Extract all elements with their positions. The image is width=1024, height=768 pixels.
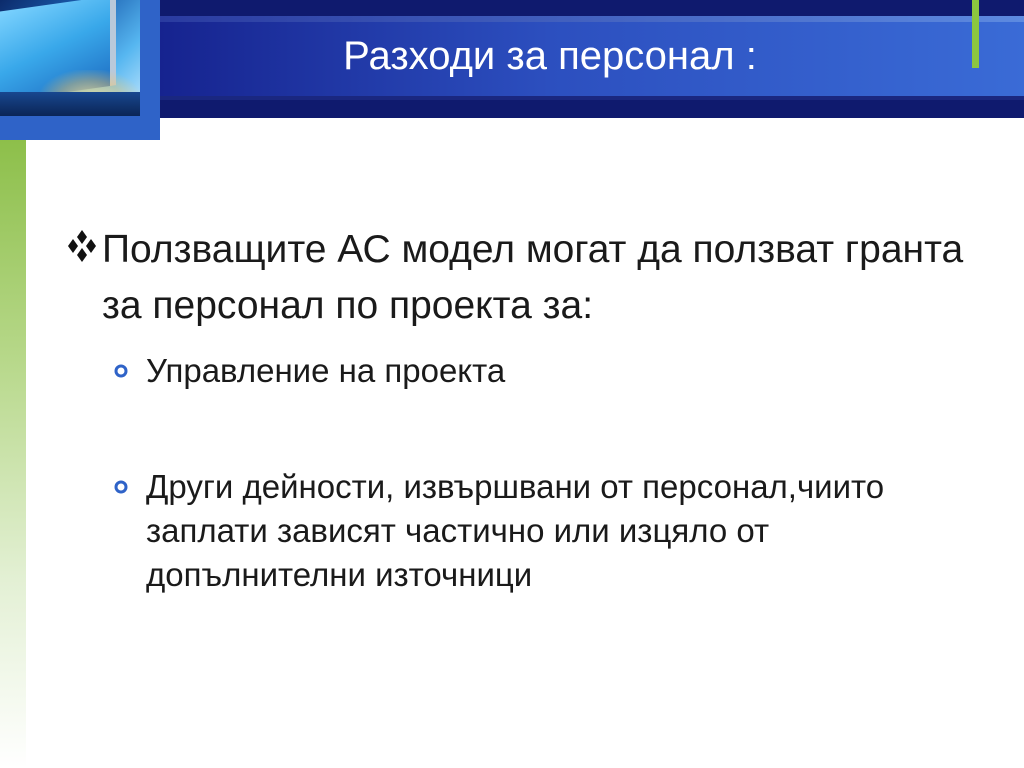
ring-bullet-icon <box>114 480 128 494</box>
header-image-frame <box>0 0 160 140</box>
main-bullet-text: Ползващите АС модел могат да ползват гранта за персонал по проекта за: <box>102 228 964 327</box>
computer-screen-image <box>0 0 140 116</box>
keyboard-shape <box>0 92 140 116</box>
sub-bullet-text: Управление на проекта <box>146 352 506 389</box>
sub-bullet-text: Други дейности, извършвани от персонал,чиито заплати зависят частично или изцяло от допълнителни източници <box>146 468 885 593</box>
four-diamond-icon <box>64 228 100 264</box>
header-divider <box>160 96 1024 100</box>
ring-bullet-icon <box>114 364 128 378</box>
left-accent-strip <box>0 140 26 768</box>
slide-title: Разходи за персонал : <box>343 34 757 78</box>
green-accent-bar <box>972 0 979 68</box>
